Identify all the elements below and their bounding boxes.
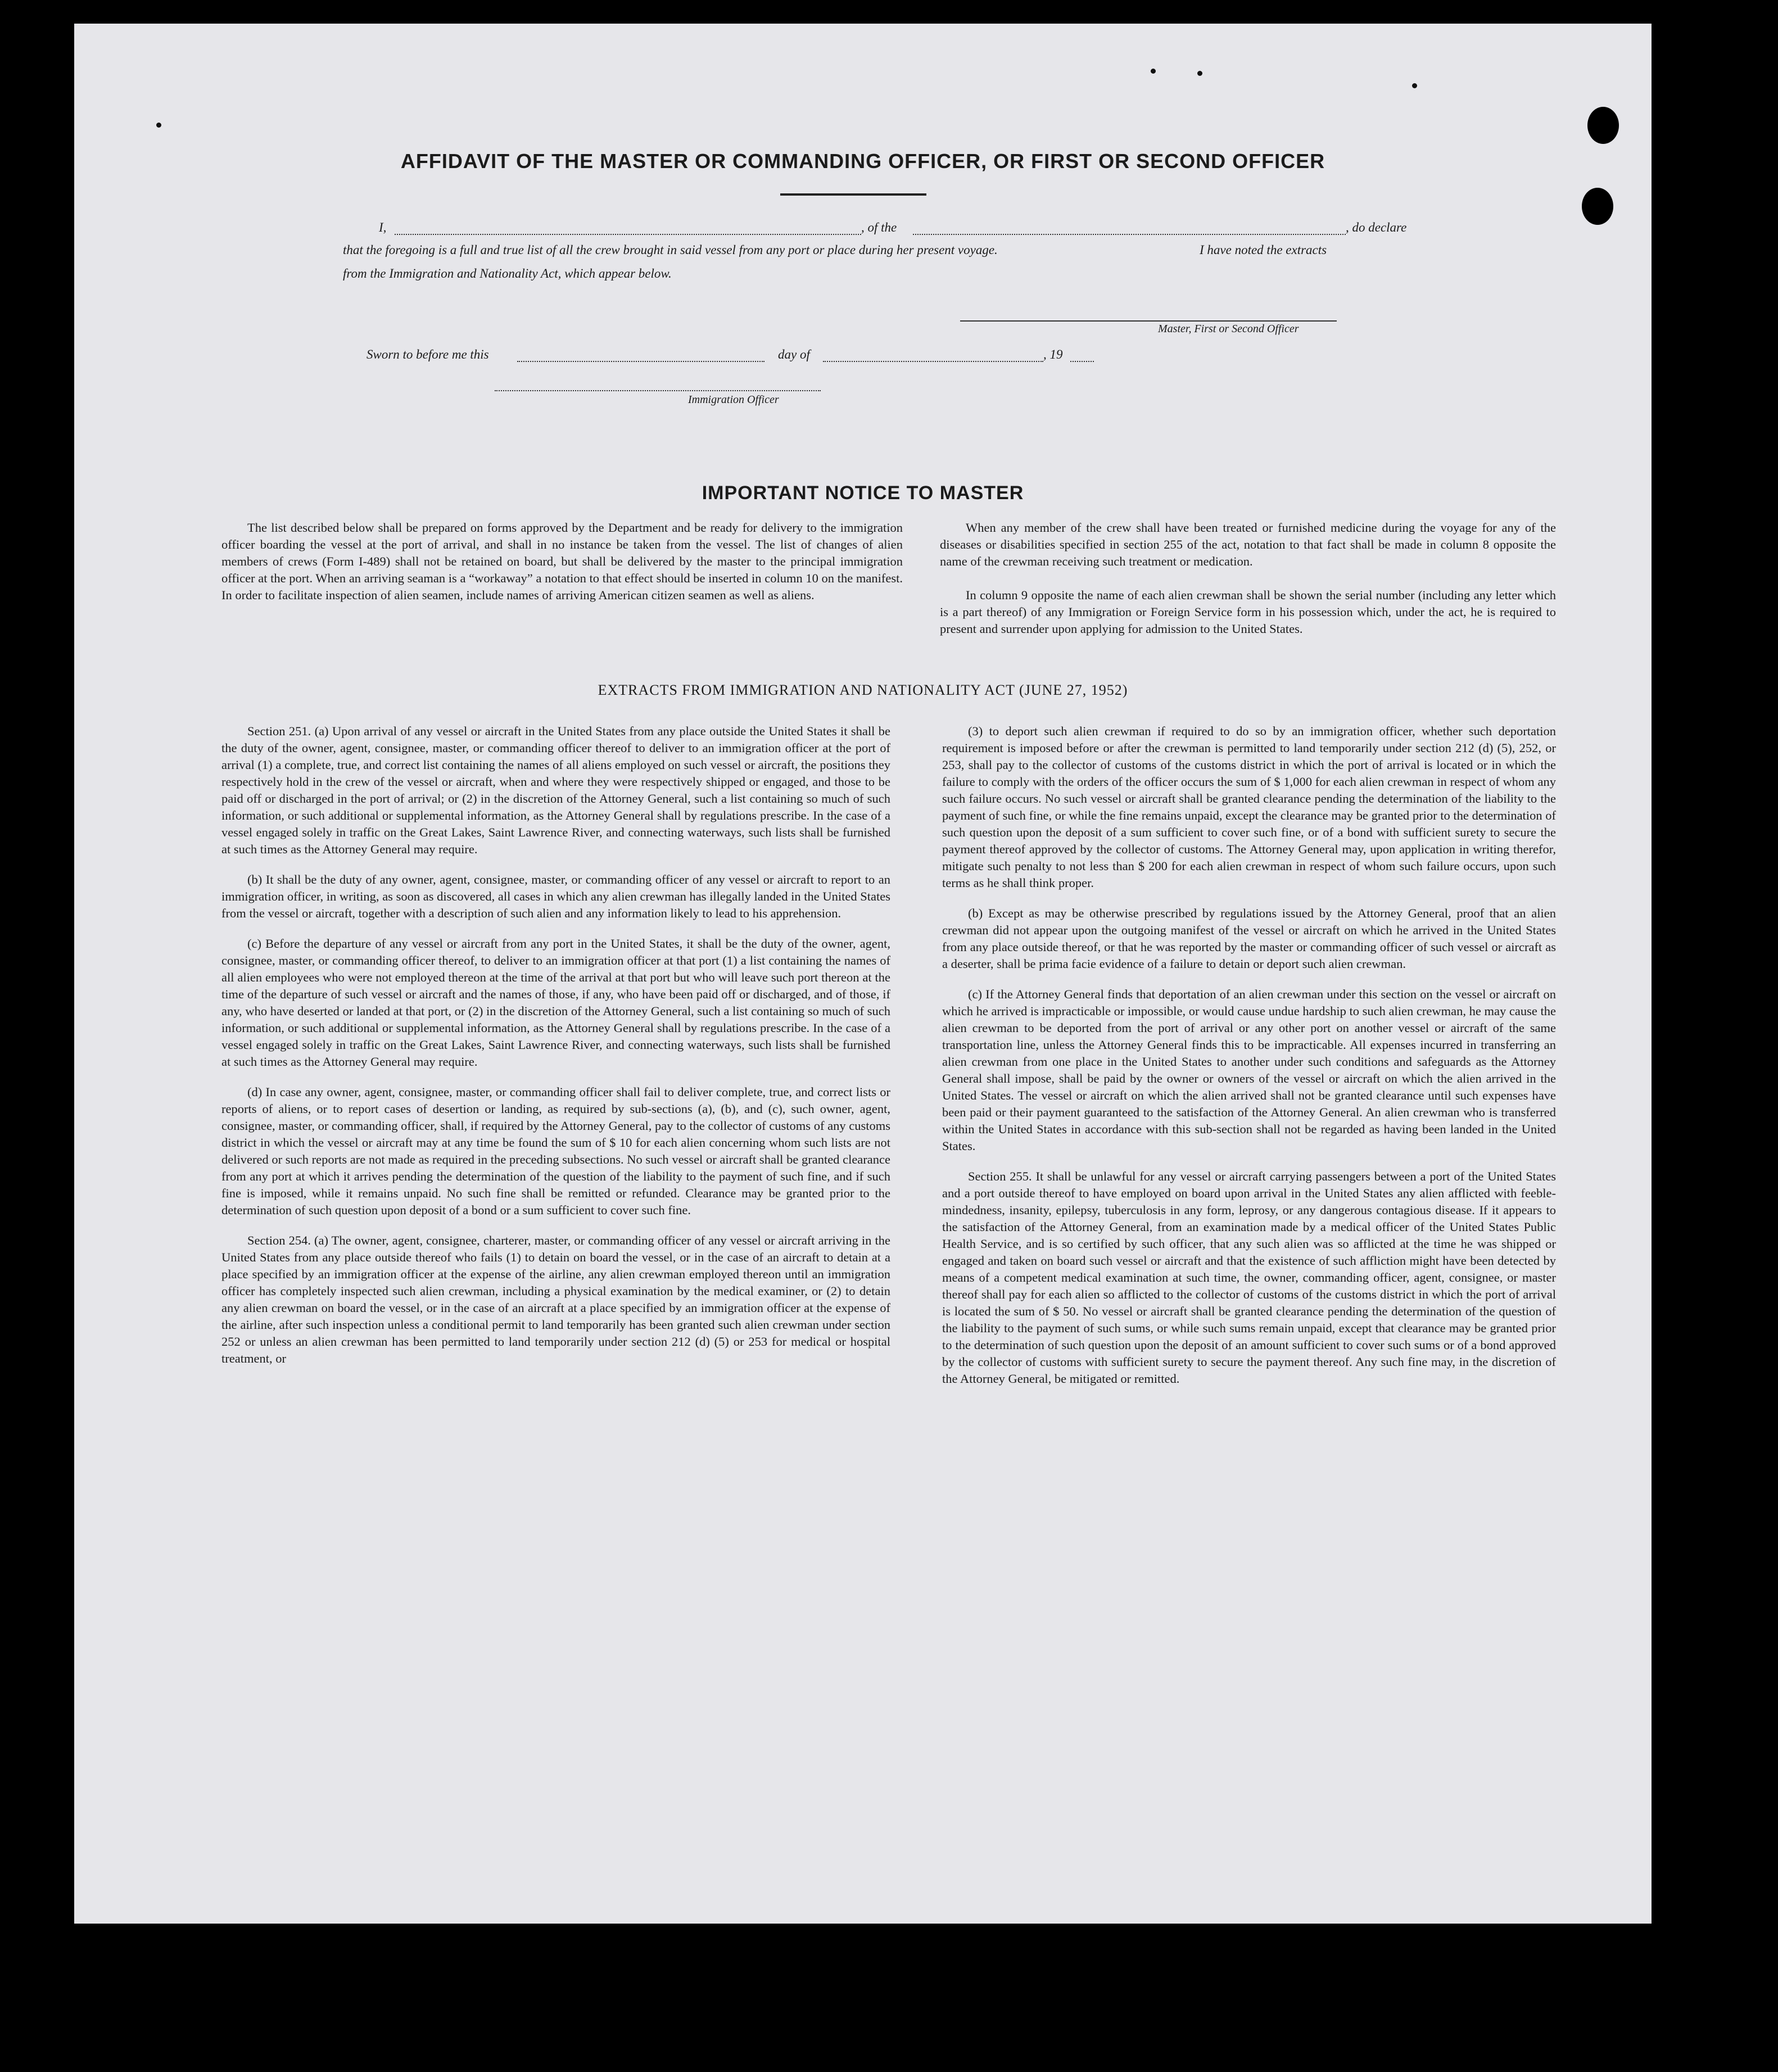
section-254-c: (c) If the Attorney General finds that deportation of an alien crewman under this section on the vessel or aircraft on which he arrived is impracticable or impossible, or would cause undue hardship to such alien crewman, he may cause the alien crewman to be deported from the port of arrival or any other port on another vessel or aircraft of the same transportation line, unless the Attorney General finds this to be impracticable. All expenses incurred in transferring an alien crewman from one place in the United States to another under such conditions and safeguards as the Attorney General shall impose, shall be paid by the owner or owners of the vessel or aircraft on which the alien arrived in the United States. The vessel or aircraft on which the alien arrived shall not be granted clearance until such expenses have been paid or their payment guaranteed to the satisfaction of the Attorney General. An alien crewman who is transferred within the United States in accordance with this sub-section shall not be regarded as having been landed in the United States. <box>942 987 1556 1153</box>
document-page <box>74 24 1652 1924</box>
affidavit-of-the-label: , of the <box>861 220 897 234</box>
title-rule <box>780 193 926 196</box>
vessel-blank-line[interactable] <box>913 234 1346 235</box>
section-251-b: (b) It shall be the duty of any owner, agent, consignee, master, or commanding officer of any vessel or aircraft to report to an immigration officer, in writing, as soon as discovered, all cases in which any alien crewman has illegally landed in the United States from the vessel or aircraft, together with a description of such alien and any information likely to lead to his apprehension. <box>221 872 890 920</box>
section-251-d: (d) In case any owner, agent, consignee, master, or commanding officer shall fail to deliver complete, true, and correct lists or reports of aliens, or to report cases of desertion or landing, as required by sub-sections (a), (b), and (c), such owner, agent, consignee, master, or commanding officer, shall, if required by the Attorney General, pay to the collector of customs of any customs district in which the vessel or aircraft may at any time be found the sum of $ 10 for each alien concerning whom such lists are not delivered or such reports are not made as required in the preceding subsections. No such vessel or aircraft shall be granted clearance from any port at which it arrives pending the determination of the question of the liability to the payment of such fine, and if such fine is imposed, while it remains unpaid. No such fine shall be remitted or refunded. Clearance may be granted prior to the determination of such question upon deposit of a bond or a sum sufficient to cover such fine. <box>221 1085 890 1217</box>
punch-hole-bottom <box>1582 188 1613 225</box>
speck <box>1412 83 1417 88</box>
month-blank-line[interactable] <box>823 361 1043 362</box>
extracts-title: EXTRACTS FROM IMMIGRATION AND NATIONALITY ACT (JUNE 27, 1952) <box>598 682 1128 698</box>
immigration-officer-signature-line[interactable] <box>495 390 821 391</box>
section-255: Section 255. It shall be unlawful for any vessel or aircraft carrying passengers between a port of the United States and a port outside thereof to have employed on board upon arrival in the United States any alien afflicted with feeble-mindedness, insanity, epilepsy, tuberculosis in any form, leprosy, or any dangerous contagious disease. If it appears to the satisfaction of the Attorney General, from an examination made by a medical officer of the United States Public Health Service, and is so certified by such officer, that any such alien was so afflicted at the time he was shipped or engaged and taken on board such vessel or aircraft and that the existence of such affliction might have been detected by means of a competent medical examination at such time, the owner, commanding officer, agent, consignee, or master thereof shall pay for each alien so afflicted to the collector of customs of the customs district in which the port of arrival is located the sum of $ 50. No vessel or aircraft shall be granted clearance pending the determination of the question of the liability to the payment of such sums, or while such sums remain unpaid, except that clearance may be granted prior to the determination of such question upon the deposit of an amount sufficient to cover such sums or of a bond approved by the collector of customs with sufficient surety to secure the payment thereof. Any such fine may, in the discretion of the Attorney General, be mitigated or remitted. <box>942 1169 1556 1386</box>
section-254-b: (b) Except as may be otherwise prescribed by regulations issued by the Attorney General, proof that an alien crewman did not appear upon the outgoing manifest of the vessel or aircraft on which he arrived in the United States from any place outside thereof, or that he was reported by the master or commanding officer of such vessel or aircraft as a deserter, shall be prima facie evidence of a failure to detain or deport such alien crewman. <box>942 906 1556 971</box>
punch-hole-top <box>1587 107 1619 144</box>
affidavit-line-2: that the foregoing is a full and true list of all the crew brought in said vessel from any port or place during her present voyage. <box>343 243 998 257</box>
extracts-right-column <box>942 723 1556 1401</box>
sworn-label: Sworn to before me this <box>367 347 489 361</box>
speck <box>1151 69 1156 74</box>
speck <box>1197 71 1202 76</box>
name-blank-line[interactable] <box>395 234 861 235</box>
sworn-day-blank-line[interactable] <box>517 361 764 362</box>
master-signature-line[interactable] <box>960 320 1337 322</box>
notice-title: IMPORTANT NOTICE TO MASTER <box>702 482 1024 504</box>
notice-left-paragraph: The list described below shall be prepared on forms approved by the Department and be ready for delivery to the immigration officer boarding the vessel at the port of arrival, and shall in no instance be taken from the vessel. The list of changes of alien members of crews (Form I-489) shall not be retained on board, but shall be delivered by the master to the principal immigration officer at the port. When an arriving seaman is a “workaway” a notation to that effect should be inserted in column 10 on the manifest. In order to facilitate inspection of alien seamen, include names of arriving American citizen seamen as well as aliens. <box>221 521 903 602</box>
affidavit-title: AFFIDAVIT OF THE MASTER OR COMMANDING OFFICER, OR FIRST OR SECOND OFFICER <box>400 150 1325 173</box>
day-of-label: day of <box>778 347 810 361</box>
extracts-left-column <box>221 723 890 1381</box>
notice-right-paragraph-1: When any member of the crew shall have been treated or furnished medicine during the voyage for any of the diseases or disabilities specified in section 255 of the act, notation to that fact shall be made in column 8 opposite the name of the crewman receiving such treatment or medication. <box>940 521 1556 568</box>
affidavit-declare-label: , do declare <box>1346 220 1407 234</box>
affidavit-i-label: I, <box>379 220 387 234</box>
year-blank-line[interactable] <box>1070 361 1094 362</box>
section-254-a-continued: (3) to deport such alien crewman if required to do so by an immigration officer, whether such deportation requirement is imposed before or after the crewman is permitted to land temporarily under section 212 (d) (5), 252, or 253, shall pay to the collector of customs of the customs district in which the port of arrival is located or in which the failure to comply with the orders of the officer occurs the sum of $ 1,000 for each alien crewman in respect of whom any such failure occurs. No such vessel or aircraft shall be granted clearance pending the determination of the liability to the payment of such fine, or while the fine remains unpaid, except the clearance may be granted prior to the determination of such question upon the deposit of a sum sufficient to cover such fine, or of a bond with sufficient surety to secure the payment thereof approved by the collector of customs. The Attorney General may, upon application in writing therefor, mitigate such penalty to not less than $ 200 for each alien crewman in respect of whom such failure occurs, upon such terms as he shall think proper. <box>942 724 1556 890</box>
year-prefix-label: , 19 <box>1043 347 1063 361</box>
notice-right-paragraph-2: In column 9 opposite the name of each alien crewman shall be shown the serial number (including any letter which is a part thereof) of any Immigration or Foreign Service form in his possession which, under the act, he is required to present and surrender upon applying for admission to the United States. <box>940 588 1556 636</box>
affidavit-line-3: from the Immigration and Nationality Act, which appear below. <box>343 266 672 281</box>
section-251-c: (c) Before the departure of any vessel or aircraft from any port in the United States, it shall be the duty of the owner, agent, consignee, master, or commanding officer thereof, to deliver to an immigration officer at that port (1) a list containing the names of all alien employees who were not employed thereon at the time of the arrival at that port but who will leave such port thereon at the time of the departure of such vessel or aircraft and the names of those, if any, who have been paid off or discharged, and of those, if any, who have deserted or landed at that port, or (2) in the discretion of the Attorney General, such a list containing so much of such information, or such additional or supplemental information, as the Attorney General shall by regulations prescribe. In the case of a vessel engaged solely in traffic on the Great Lakes, Saint Lawrence River, and connecting waterways, such lists shall be furnished at such times as the Attorney General may require. <box>221 937 890 1069</box>
master-signature-label: Master, First or Second Officer <box>1158 323 1299 335</box>
immigration-officer-label: Immigration Officer <box>688 393 779 406</box>
affidavit-noted-extracts: I have noted the extracts <box>1200 243 1327 257</box>
section-254-a: Section 254. (a) The owner, agent, consignee, charterer, master, or commanding officer of any vessel or aircraft arriving in the United States from any place outside thereof who fails (1) to detain on board the vessel, or in the case of an aircraft to detain at a place specified by an immigration officer at the expense of the airline, any alien crewman employed thereon until an immigration officer has completely inspected such alien crewman, including a physical examination by the medical examiner, or (2) to detain any alien crewman on board the vessel, or in the case of an aircraft at a place specified by an immigration officer at the expense of the airline, after such inspection unless a conditional permit to land temporarily has been granted such alien crewman under section 252 or unless an alien crewman has been permitted to land temporarily under section 212 (d) (5) or 253 for medical or hospital treatment, or <box>221 1233 890 1365</box>
section-251-a: Section 251. (a) Upon arrival of any vessel or aircraft in the United States from any place outside the United States it shall be the duty of the owner, agent, consignee, master, or commanding officer thereof to deliver to an immigration officer at the port of arrival (1) a complete, true, and correct list containing the names of all aliens employed on such vessel or aircraft, the positions they respectively hold in the crew of the vessel or aircraft, when and where they were respectively shipped or engaged, and those to be paid off or discharged in the port of arrival; or (2) in the discretion of the Attorney General, such a list containing so much of such information, or such additional or supplemental information, as the Attorney General shall by regulations prescribe. In the case of a vessel engaged solely in traffic on the Great Lakes, Saint Lawrence River, and connecting waterways, such lists shall be furnished at such times as the Attorney General may require. <box>221 724 890 856</box>
speck <box>156 123 161 128</box>
